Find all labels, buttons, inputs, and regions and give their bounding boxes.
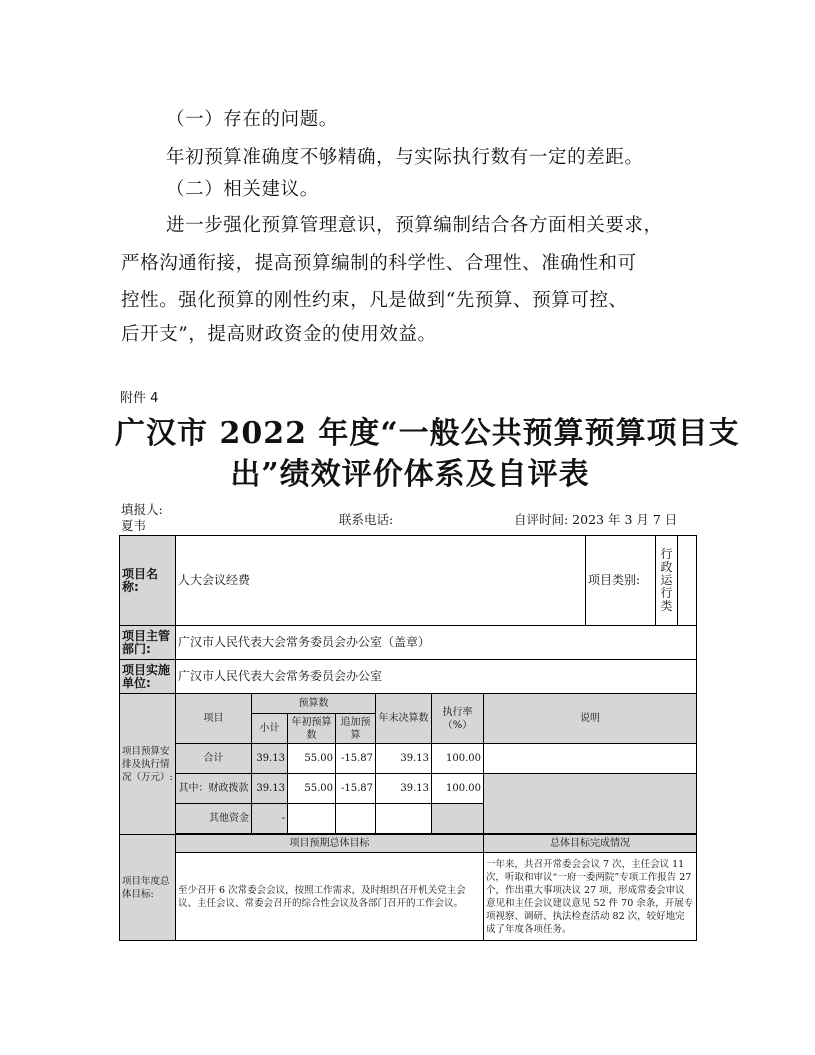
row-item: 其他资金 [176, 804, 252, 834]
suggestions-text-line1: 进一步强化预算管理意识，预算编制结合各方面相关要求， [166, 215, 663, 236]
impl-value: 广汉市人民代表大会常务委员会办公室 [176, 660, 697, 694]
empty-cell [678, 536, 697, 626]
row-subtotal: 39.13 [252, 744, 288, 774]
evaluation-table [119, 535, 697, 941]
project-type-char: 类 [660, 599, 673, 613]
row-initial [288, 804, 336, 834]
row-rate: 100.00 [432, 744, 484, 774]
row-item: 合计 [176, 744, 252, 774]
project-type-char: 运 [660, 573, 673, 587]
col-header-subtotal: 小计 [252, 714, 288, 744]
project-type-char: 行 [660, 547, 673, 561]
project-name-label: 项目名称: [120, 536, 176, 626]
suggestions-text-line2: 严格沟通衔接，提高预算编制的科学性、合理性、准确性和可 [121, 253, 637, 274]
col-header-initial: 年初预算数 [288, 714, 336, 744]
section-heading-problems: （一）存在的问题。 [166, 109, 338, 130]
eval-time: 自评时间: 2023 年 3 月 7 日 [514, 512, 678, 527]
suggestions-text-line4: 后开支”，提高财政资金的使用效益。 [121, 324, 437, 345]
row-initial: 55.00 [288, 744, 336, 774]
row-subtotal: - [252, 804, 288, 834]
doc-title-line1: 广汉市 2022 年度“一般公共预算预算项目支 [115, 416, 740, 451]
col-header-added: 追加预算 [336, 714, 376, 744]
goal-section-label: 项目年度总体目标: [120, 835, 176, 941]
filler-name: 夏韦 [121, 518, 147, 533]
project-type-label: 项目类别: [586, 536, 656, 626]
goal-text: 至少召开 6 次常委会会议，按照工作需求，及时组织召开机关党主会议、主任会议、常委会召开的综合性会议及各部门召开的工作会议。 [176, 853, 484, 941]
row-initial: 55.00 [288, 774, 336, 804]
col-header-rate: 执行率（%） [432, 694, 484, 744]
row-final: 39.13 [376, 744, 432, 774]
row-rate [432, 804, 484, 834]
budget-section-label: 项目预算安排及执行情况（万元）: [120, 694, 176, 835]
row-subtotal: 39.13 [252, 774, 288, 804]
row-final [376, 804, 432, 834]
doc-title-line2: 出”绩效评价体系及自评表 [230, 457, 590, 492]
problems-text: 年初预算准确度不够精确，与实际执行数有一定的差距。 [166, 147, 644, 168]
goal-done-text: 一年来，共召开常委会会议 7 次，主任会议 11 次，听取和审议“一府一委两院”专项工作报告 27 个，作出重大事项决议 27 项，形成常委会审议意见和主任会议建议意见 52 件 70 余条，开展专项视察、调研、执法检查活动 82 次，较好地完成了年度各项任务。 [484, 853, 697, 941]
row-final: 39.13 [376, 774, 432, 804]
project-type-char: 政 [660, 560, 673, 574]
col-header-note: 说明 [484, 694, 697, 744]
row-added [336, 804, 376, 834]
project-type-char: 行 [660, 586, 673, 600]
goal-done-header: 总体目标完成情况 [484, 835, 697, 853]
project-type-value [656, 536, 678, 626]
row-note [484, 744, 697, 774]
row-added: -15.87 [336, 774, 376, 804]
col-header-final: 年末决算数 [376, 694, 432, 744]
attachment-label: 附件 4 [120, 391, 159, 406]
row-note [484, 774, 697, 834]
col-header-item: 项目 [176, 694, 252, 744]
phone-label: 联系电话: [339, 512, 394, 527]
col-header-budget: 预算数 [252, 694, 376, 714]
section-heading-suggestions: （二）相关建议。 [166, 179, 319, 200]
row-item: 其中：财政拨款 [176, 774, 252, 804]
goal-header: 项目预期总体目标 [176, 835, 484, 853]
dept-label: 项目主管部门: [120, 626, 176, 660]
filler-label: 填报人: [121, 502, 163, 517]
row-rate: 100.00 [432, 774, 484, 804]
dept-value: 广汉市人民代表大会常务委员会办公室（盖章） [176, 626, 697, 660]
project-name-value: 人大会议经费 [176, 536, 586, 626]
row-added: -15.87 [336, 744, 376, 774]
suggestions-text-line3: 控性。强化预算的刚性约束，凡是做到“先预算、预算可控、 [121, 290, 628, 311]
impl-label: 项目实施单位: [120, 660, 176, 694]
